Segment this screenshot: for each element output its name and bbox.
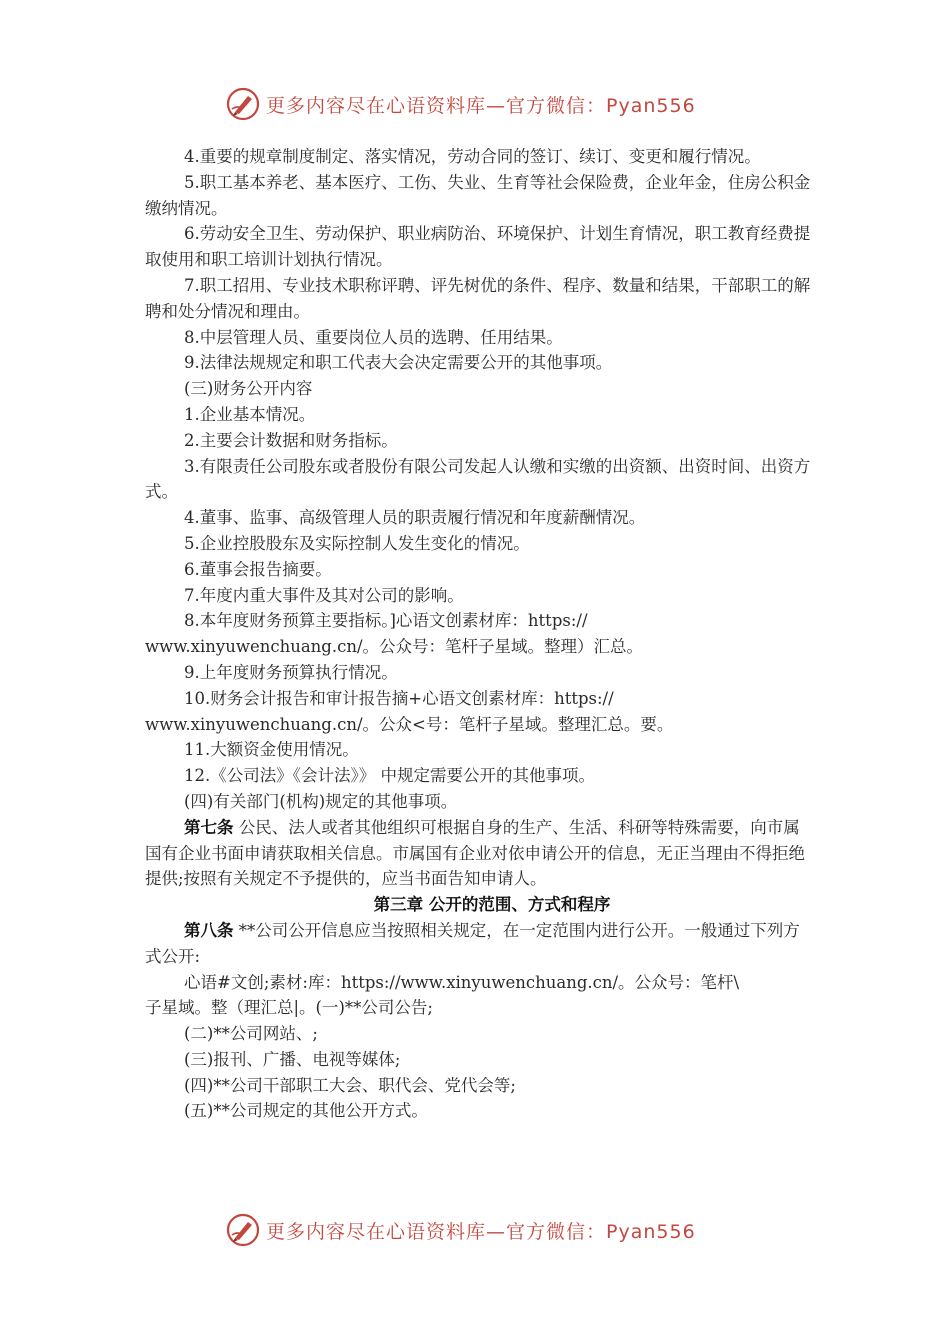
paragraph: 3.有限责任公司股东或者股份有限公司发起人认缴和实缴的出资额、出资时间、出资方式。	[145, 456, 811, 502]
header-banner	[226, 86, 746, 122]
list-item: (三)报刊、广播、电视等媒体;	[184, 1049, 401, 1069]
paragraph: 8.中层管理人员、重要岗位人员的选聘、任用结果。	[184, 327, 563, 347]
list-line: 子星域。整（理汇总|。(一)**公司公告;	[145, 998, 433, 1018]
article-8-label: 第八条	[184, 920, 234, 940]
paragraph: 5.职工基本养老、基本医疗、工伤、失业、生育等社会保险费，企业年金，住房公积金缴纳情况。	[145, 172, 811, 218]
banner-text: 更多内容尽在心语资料库—官方微信：Pyan556	[266, 1220, 696, 1243]
article-7	[145, 815, 815, 892]
paragraph: 1.企业基本情况。	[184, 404, 316, 424]
banner-text: 更多内容尽在心语资料库—官方微信：Pyan556	[266, 94, 696, 117]
paragraph: 6.董事会报告摘要。	[184, 559, 332, 579]
paragraph: 7.职工招用、专业技术职称评聘、评先树优的条件、程序、数量和结果，干部职工的解聘和处分情况和理由。	[145, 275, 811, 321]
paragraph: 4.重要的规章制度制定、落实情况，劳动合同的签订、续订、变更和履行情况。	[184, 147, 761, 166]
paragraph-line: www.xinyuwenchuang.cn/。公众<号：笔杆子星域。整理汇总。要。	[145, 714, 674, 734]
article-7-label: 第七条	[184, 817, 234, 837]
paragraph: 5.企业控股股东及实际控制人发生变化的情况。	[184, 533, 530, 553]
article-8	[145, 918, 815, 970]
paragraph: 9.上年度财务预算执行情况。	[184, 662, 398, 682]
paragraph-line: www.xinyuwenchuang.cn/。公众号：笔杆子星域。整理）汇总。	[145, 637, 644, 657]
section-heading: (四)有关部门(机构)规定的其他事项。	[184, 791, 458, 811]
paragraph-line: 10.财务会计报告和审计报告摘+心语文创素材库：https://	[184, 688, 614, 708]
pen-logo-icon	[226, 1213, 260, 1247]
article-7-text: 公民、法人或者其他组织可根据自身的生产、生活、科研等特殊需要，向市属国有企业书面申请获取相关信息。市属国有企业对依申请公开的信息，无正当理由不得拒绝提供;按照有关规定不予提供的，应当书面告知申请人。	[145, 817, 805, 889]
chapter-title: 第三章 公开的范围、方式和程序	[373, 895, 611, 915]
paragraph: 4.董事、监事、高级管理人员的职责履行情况和年度薪酬情况。	[184, 508, 646, 528]
list-line: 心语#文创;素材:库：https://www.xinyuwenchuang.cn/。公众号：笔杆\	[184, 972, 740, 992]
paragraph: 2.主要会计数据和财务指标。	[184, 430, 398, 450]
paragraph: 11.大额资金使用情况。	[184, 740, 359, 760]
list-item: (五)**公司规定的其他公开方式。	[184, 1101, 428, 1121]
footer-banner	[226, 1212, 746, 1248]
paragraph: 7.年度内重大事件及其对公司的影响。	[184, 585, 464, 605]
article-8-text: **公司公开信息应当按照相关规定，在一定范围内进行公开。一般通过下列方式公开:	[145, 920, 800, 966]
pen-logo-icon	[226, 87, 260, 121]
document-body	[145, 144, 815, 1124]
paragraph: 9.法律法规规定和职工代表大会决定需要公开的其他事项。	[184, 353, 613, 373]
paragraph: 12.《公司法》《会计法》》 中规定需要公开的其他事项。	[184, 766, 595, 786]
list-item: (四)**公司干部职工大会、职代会、党代会等;	[184, 1075, 516, 1095]
paragraph: 6.劳动安全卫生、劳动保护、职业病防治、环境保护、计划生育情况，职工教育经费提取使用和职工培训计划执行情况。	[145, 224, 811, 270]
section-heading: (三)财务公开内容	[184, 379, 313, 399]
paragraph-line: 8.本年度财务预算主要指标。]心语文创素材库：https://	[184, 611, 588, 631]
list-item: (二)**公司网站、;	[184, 1024, 318, 1044]
